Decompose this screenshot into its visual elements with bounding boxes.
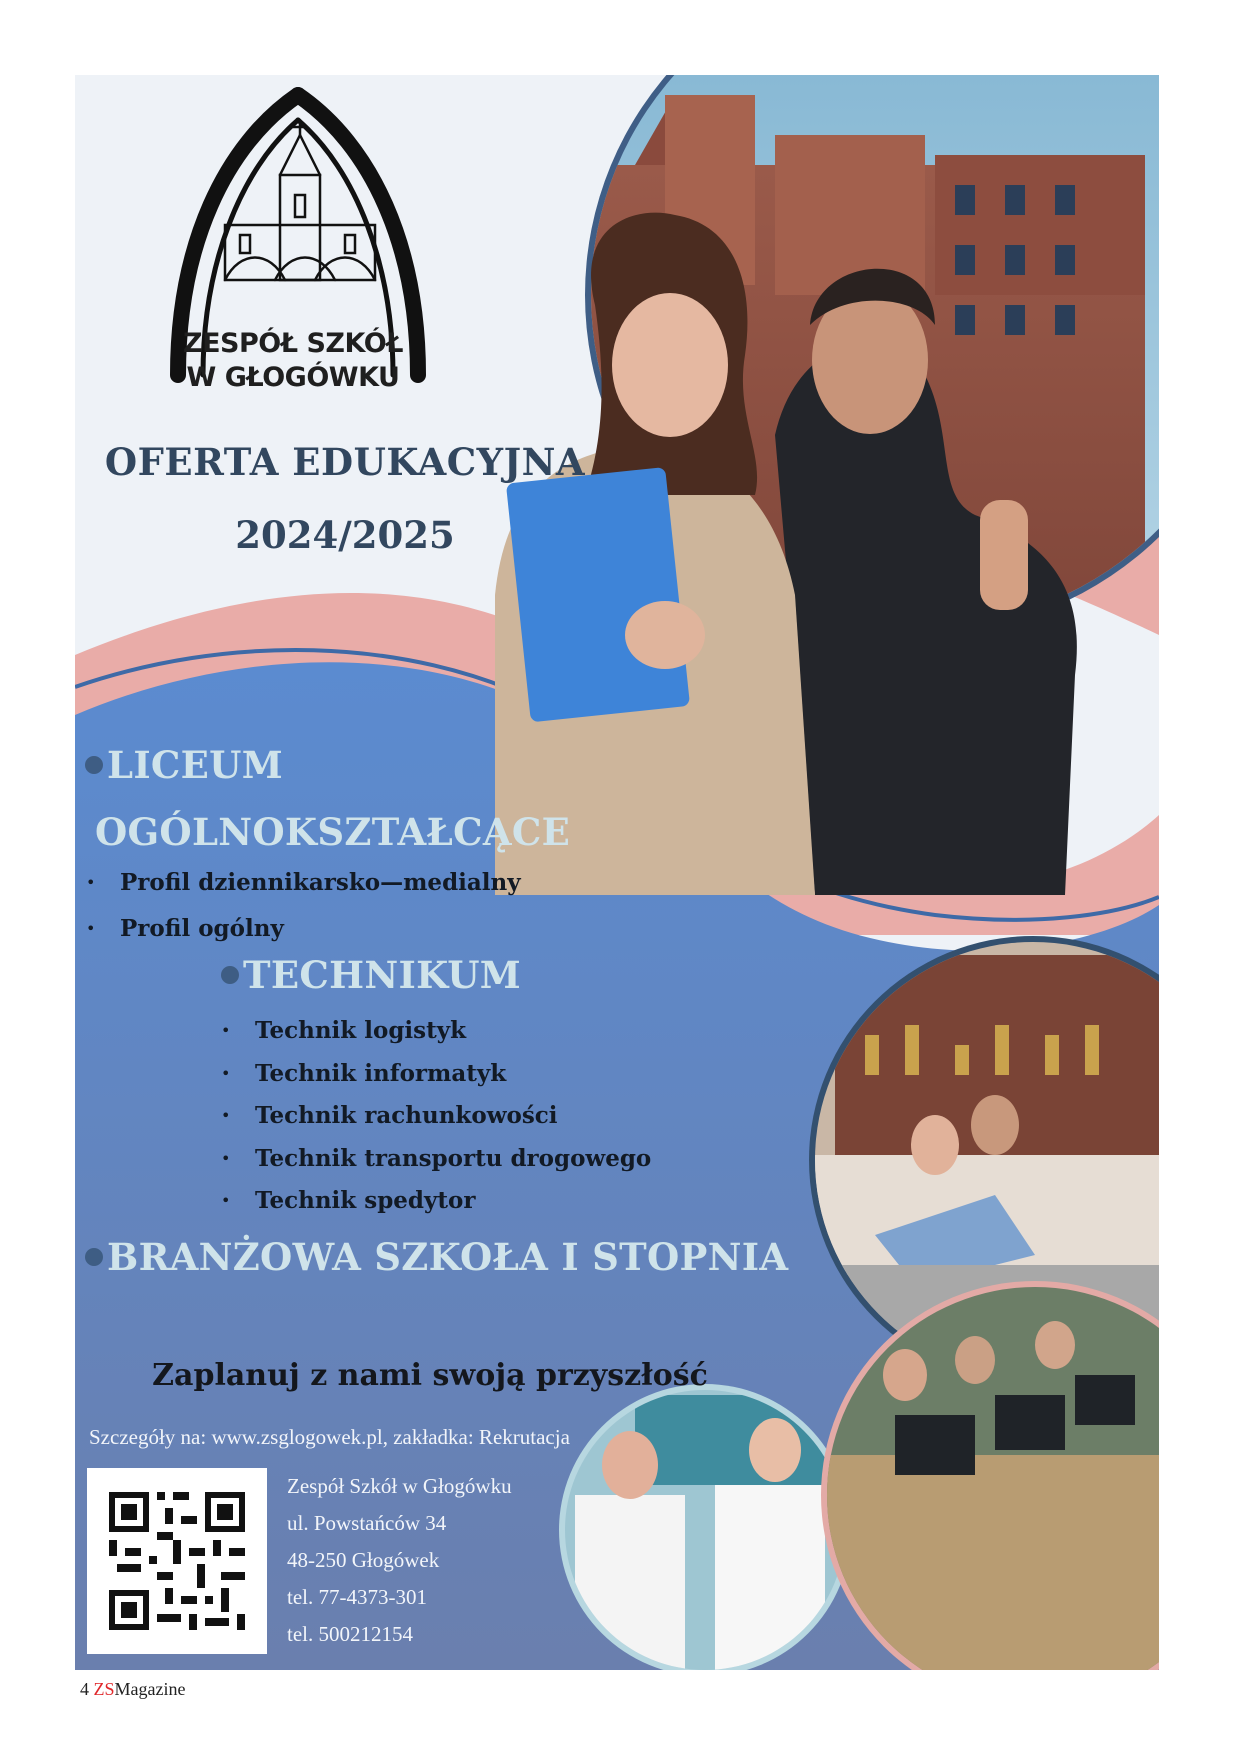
list-item: • Profil dziennikarsko—medialny xyxy=(86,869,521,896)
list-item: • Technik transportu drogowego xyxy=(221,1144,652,1172)
magazine-brand-name: Magazine xyxy=(114,1679,186,1699)
page-footer xyxy=(80,1679,185,1700)
section-liceum-title: LICEUM xyxy=(85,743,283,787)
school-year: 2024/2025 xyxy=(235,513,455,557)
bullet-dot xyxy=(85,1248,103,1266)
list-item: • Technik logistyk xyxy=(221,1017,467,1044)
contact-phone-1: tel. 77-4373-301 xyxy=(287,1585,427,1609)
contact-city: 48-250 Głogówek xyxy=(287,1548,440,1572)
qr-code-graphic xyxy=(87,1468,267,1654)
section-technikum-title: TECHNIKUM xyxy=(221,953,521,997)
details-link-text: Szczegóły na: www.zsglogowek.pl, zakładka: Rekrutacja xyxy=(89,1425,570,1449)
logo-line-1: ZESPÓŁ SZKÓŁ xyxy=(183,328,403,359)
logo-text xyxy=(183,327,403,395)
qr-code[interactable] xyxy=(87,1468,267,1654)
list-item: • Technik spedytor xyxy=(221,1187,476,1214)
page-number: 4 xyxy=(80,1679,89,1699)
bullet-dot xyxy=(85,756,103,774)
magazine-brand-accent: ZS xyxy=(93,1679,115,1699)
logo-line-2: W GŁOGÓWKU xyxy=(186,362,400,393)
contact-name: Zespół Szkół w Głogówku xyxy=(287,1474,512,1498)
poster xyxy=(75,75,1159,1670)
technikum-profile-list xyxy=(221,1010,652,1223)
page-title: OFERTA EDUKACYJNA xyxy=(104,440,586,484)
liceum-profile-list xyxy=(86,860,521,952)
list-item: • Technik informatyk xyxy=(221,1059,507,1087)
list-item: • Technik rachunkowości xyxy=(221,1102,558,1129)
section-liceum-title-line2: OGÓLNOKSZTAŁCĄCE xyxy=(95,810,571,854)
contact-block xyxy=(287,1468,512,1653)
contact-street: ul. Powstańców 34 xyxy=(287,1511,447,1535)
section-branzowa-title: BRANŻOWA SZKOŁA I STOPNIA xyxy=(85,1235,788,1279)
contact-phone-2: tel. 500212154 xyxy=(287,1622,413,1646)
list-item: • Profil ogólny xyxy=(86,915,284,942)
bullet-dot xyxy=(221,966,239,984)
slogan: Zaplanuj z nami swoją przyszłość xyxy=(152,1358,708,1393)
